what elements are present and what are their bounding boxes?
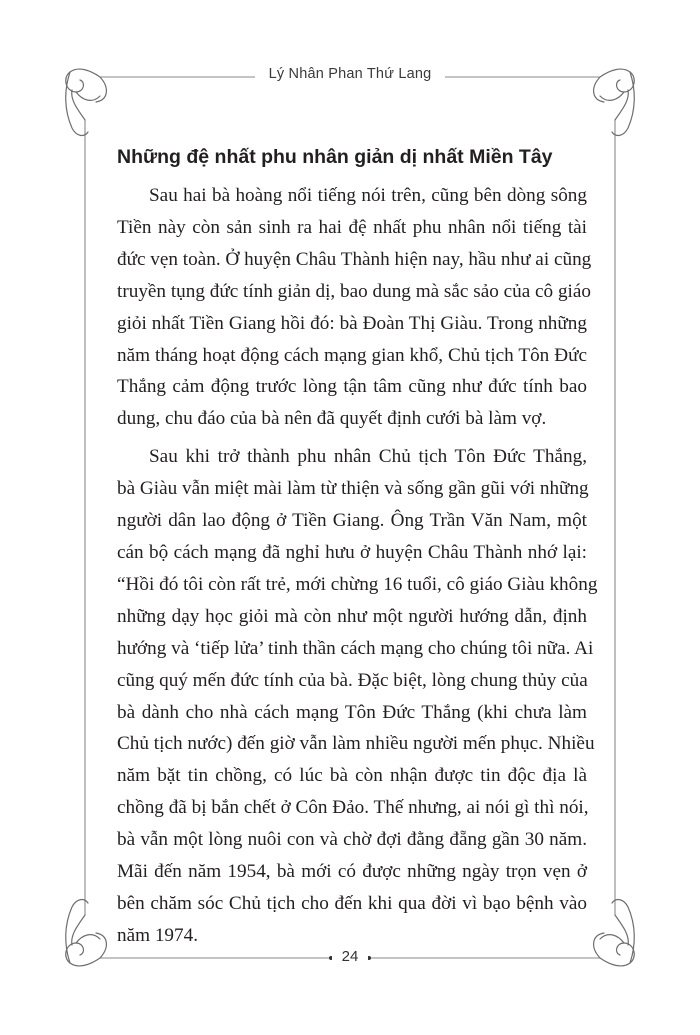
text-line: bà Giàu vẫn miệt mài làm từ thiện và sống gần gũi với những xyxy=(117,478,589,500)
paragraph-1 xyxy=(117,180,592,435)
text-line: cũng quý mến đức tính của bà. Đặc biệt, lòng chung thủy của xyxy=(117,669,588,691)
section-heading: Những đệ nhất phu nhân giản dị nhất Miền Tây xyxy=(117,146,553,168)
text-line: những dạy học giỏi mà còn như một người hướng dẫn, định xyxy=(117,605,587,627)
text-line: đức vẹn toàn. Ở huyện Châu Thành hiện nay, hầu như ai cũng xyxy=(117,248,592,270)
text-line: Chủ tịch nước) đến giờ vẫn làm nhiều người mến phục. Nhiều xyxy=(117,733,595,755)
text-line: bà dành cho nhà cách mạng Tôn Đức Thắng (khi chưa làm xyxy=(117,701,587,723)
text-line: giỏi nhất Tiền Giang hồi đó: bà Đoàn Thị Giàu. Trong những xyxy=(117,312,587,334)
text-line: “Hồi đó tôi còn rất trẻ, mới chừng 16 tuổi, cô giáo Giàu không xyxy=(117,573,598,595)
text-line: Sau hai bà hoàng nổi tiếng nói trên, cũng bên dòng sông xyxy=(149,185,587,206)
text-line: dung, chu đáo của bà nên đã quyết định cưới bà làm vợ. xyxy=(117,408,547,430)
text-line: người dân lao động ở Tiền Giang. Ông Trần Văn Nam, một xyxy=(117,510,587,532)
text-line: Thắng cảm động trước lòng tận tâm cũng như đức tính bao xyxy=(117,376,587,398)
page-number-label: 24 xyxy=(332,948,369,965)
running-header xyxy=(0,66,700,82)
text-line: Mãi đến năm 1954, bà mới có được những ngày trọn vẹn ở xyxy=(117,861,587,883)
text-line: bà vẫn một lòng nuôi con và chờ đợi đằng đẵng gần 30 năm. xyxy=(117,829,587,851)
text-line: cán bộ cách mạng đã nghỉ hưu ở huyện Châu Thành nhớ lại: xyxy=(117,541,587,563)
text-line: truyền tụng đức tính giản dị, bao dung mà sắc sảo của cô giáo xyxy=(117,280,591,302)
running-header-title: Lý Nhân Phan Thứ Lang xyxy=(255,66,446,82)
page-number xyxy=(0,948,700,965)
text-line: Tiền này còn sản sinh ra hai đệ nhất phu nhân nổi tiếng tài xyxy=(117,216,587,238)
text-line: năm tháng hoạt động cách mạng gian khổ, Chủ tịch Tôn Đức xyxy=(117,344,587,366)
body-text xyxy=(117,180,598,952)
text-line: năm bặt tin chồng, có lúc bà còn nhận được tin độc địa là xyxy=(117,765,587,787)
text-line: năm 1974. xyxy=(117,924,199,946)
paragraph-2 xyxy=(117,441,598,952)
text-line: hướng và ‘tiếp lửa’ tinh thần cách mạng cho chúng tôi nữa. Ai xyxy=(117,637,594,659)
text-line: bên chăm sóc Chủ tịch cho đến khi qua đời vì bạo bệnh vào xyxy=(117,892,587,914)
text-line: Sau khi trở thành phu nhân Chủ tịch Tôn Đức Thắng, xyxy=(149,446,587,468)
text-line: chồng đã bị bắn chết ở Côn Đảo. Thế nhưng, ai nói gì thì nói, xyxy=(117,797,589,819)
